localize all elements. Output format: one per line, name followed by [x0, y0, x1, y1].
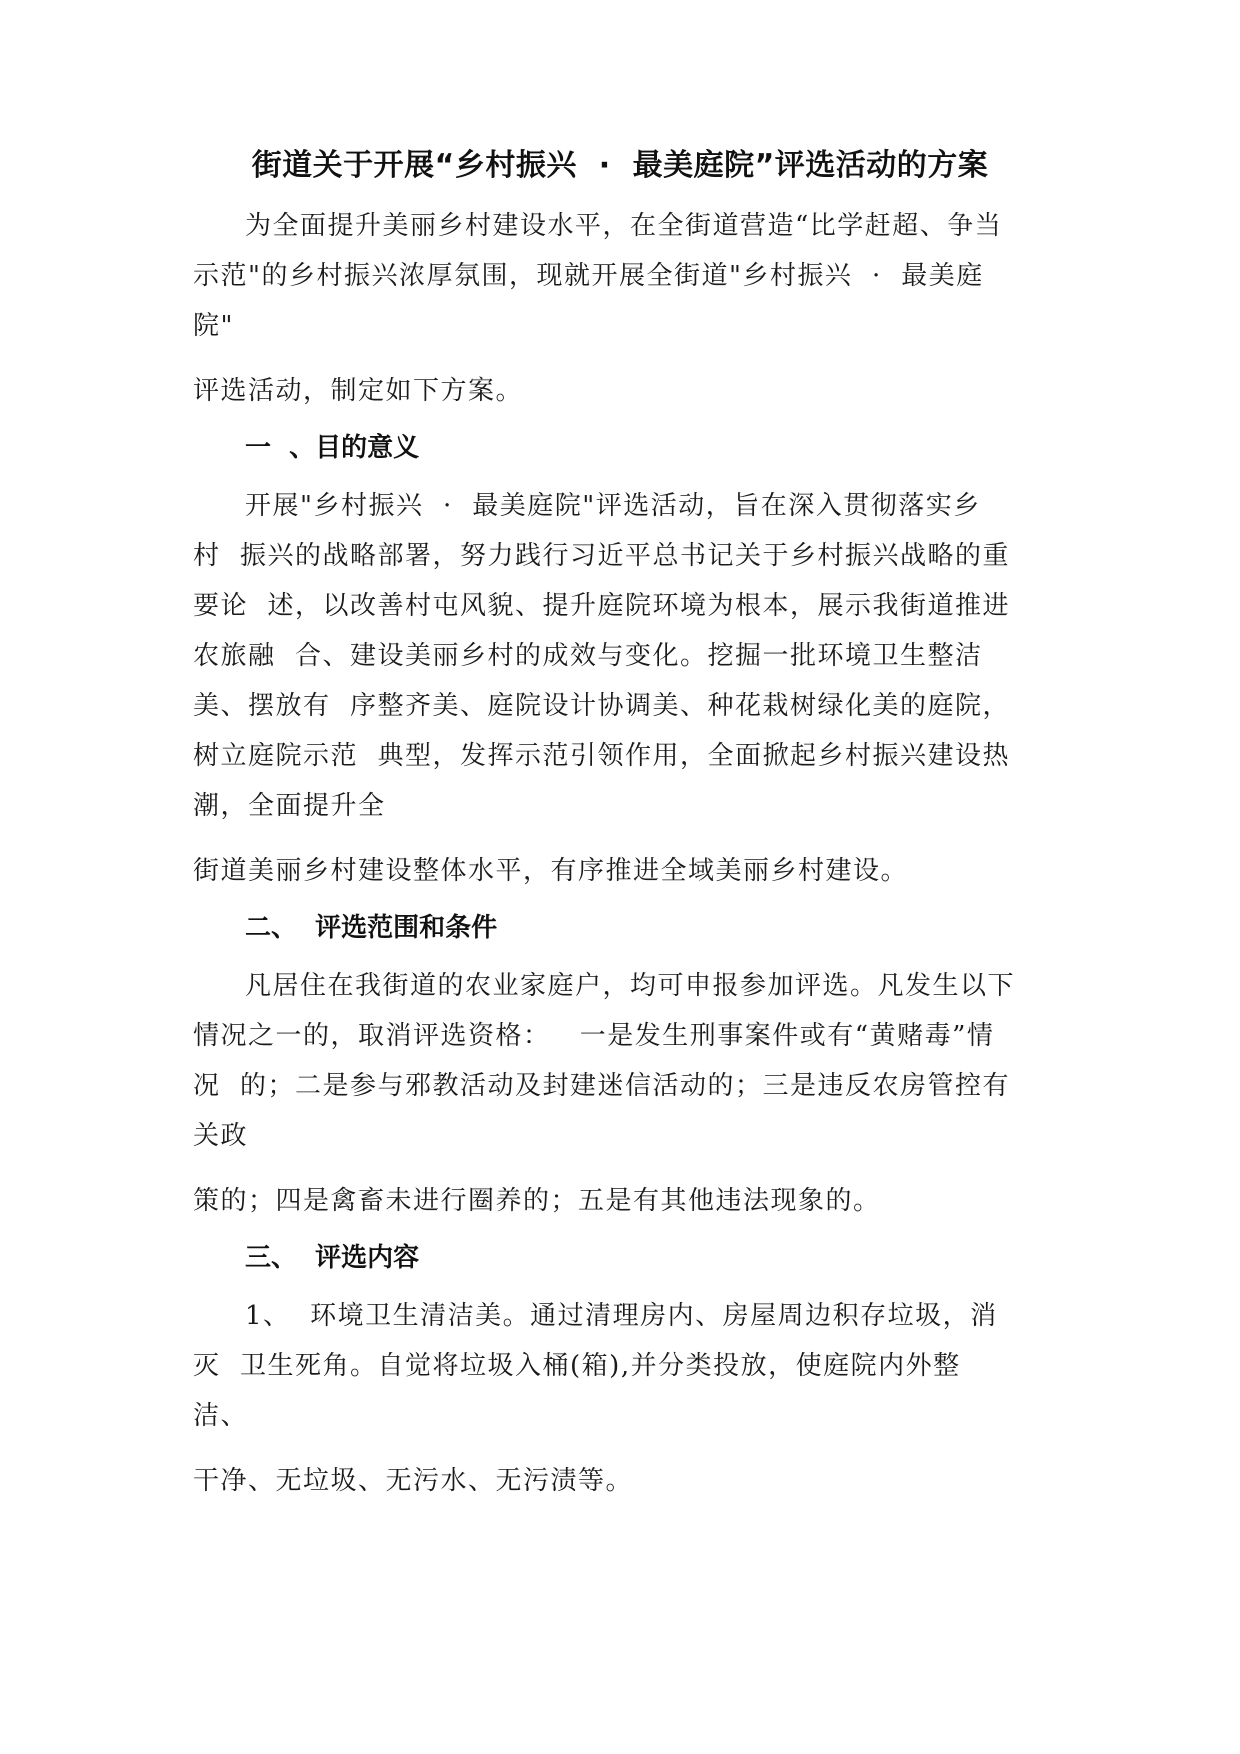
document-title: 街道关于开展“乡村振兴 · 最美庭院”评选活动的方案 — [251, 148, 989, 183]
body-line: 农旅融 合、建设美丽乡村的成效与变化。挖掘一批环境卫生整洁 — [193, 641, 983, 671]
body-line: 街道美丽乡村建设整体水平，有序推进全域美丽乡村建设。 — [193, 856, 909, 886]
body-line: 干净、无垃圾、无污水、无污渍等。 — [193, 1466, 634, 1496]
body-line: 情况之一的，取消评选资格： 一是发生刑事案件或有“黄赌毒”情 — [193, 1021, 995, 1051]
body-line: 树立庭院示范 典型，发挥示范引领作用，全面掀起乡村振兴建设热 — [193, 741, 1011, 771]
body-line: 关政 — [193, 1121, 249, 1151]
intro-line: 示范"的乡村振兴浓厚氛围，现就开展全街道"乡村振兴 · 最美庭 — [193, 261, 984, 291]
section-heading-purpose: 一 、目的意义 — [245, 433, 420, 463]
body-line: 洁、 — [193, 1401, 249, 1431]
body-line: 开展"乡村振兴 · 最美庭院"评选活动，旨在深入贯彻落实乡 — [245, 491, 981, 521]
body-line: 要论 述，以改善村屯风貌、提升庭院环境为根本，展示我街道推进 — [193, 591, 1011, 621]
section-heading-content: 三、 评选内容 — [245, 1243, 420, 1273]
body-line: 况 的；二是参与邪教活动及封建迷信活动的；三是违反农房管控有 — [193, 1071, 1011, 1101]
body-line: 凡居住在我街道的农业家庭户，均可申报参加评选。凡发生以下 — [245, 971, 1016, 1001]
body-line: 村 振兴的战略部署，努力践行习近平总书记关于乡村振兴战略的重 — [193, 541, 1011, 571]
body-line: 潮，全面提升全 — [193, 791, 386, 821]
body-line: 美、摆放有 序整齐美、庭院设计协调美、种花栽树绿化美的庭院， — [193, 691, 1011, 721]
intro-line: 院" — [193, 311, 234, 341]
intro-line: 为全面提升美丽乡村建设水平，在全街道营造“比学赶超、争当 — [245, 211, 1003, 241]
intro-line: 评选活动，制定如下方案。 — [193, 376, 524, 406]
body-line: 策的；四是禽畜未进行圈养的；五是有其他违法现象的。 — [193, 1186, 881, 1216]
body-line: 1、 环境卫生清洁美。通过清理房内、房屋周边积存垃圾，消 — [245, 1301, 998, 1331]
body-line: 灭 卫生死角。自觉将垃圾入桶(箱),并分类投放，使庭院内外整 — [193, 1351, 961, 1381]
section-heading-scope: 二、 评选范围和条件 — [245, 913, 498, 943]
